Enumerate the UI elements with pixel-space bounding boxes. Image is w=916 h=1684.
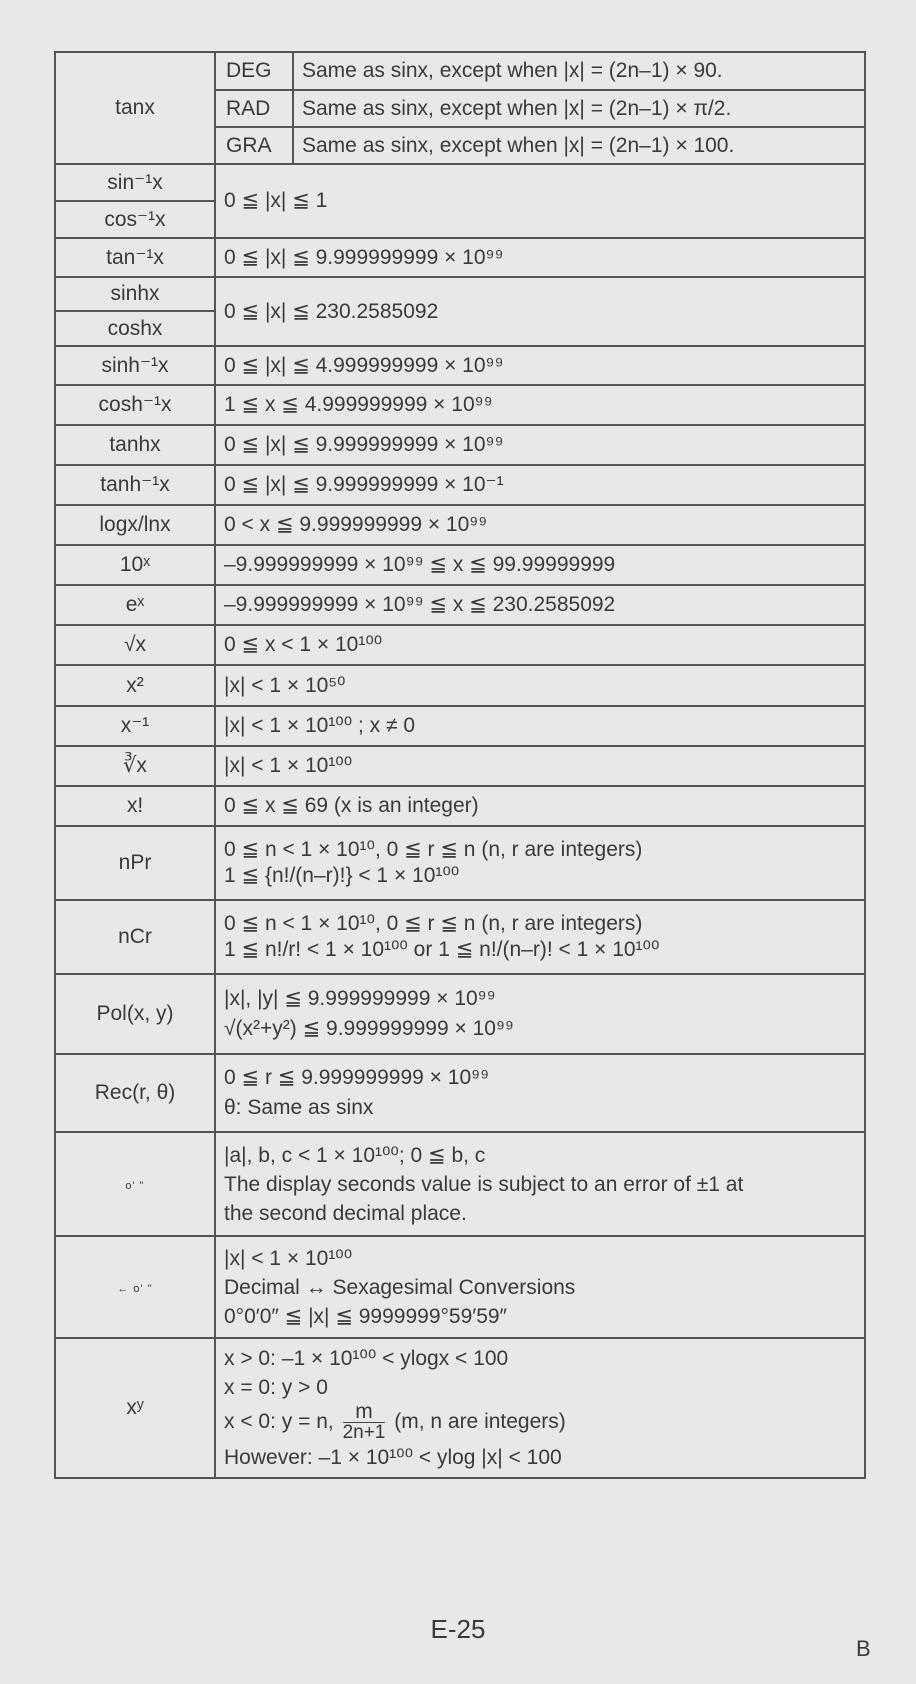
table-row: [55, 1132, 865, 1236]
table-row: [55, 625, 865, 665]
table-row: [55, 665, 865, 706]
fraction-numerator: m: [343, 1402, 386, 1423]
range-cell: [215, 1054, 865, 1132]
range-line: |a|, b, c < 1 × 10¹⁰⁰; 0 ≦ b, c: [224, 1143, 486, 1167]
function-name: x²: [55, 665, 215, 706]
function-name: Pol(x, y): [55, 974, 215, 1054]
table-row: [55, 238, 865, 277]
function-name: x⁻¹: [55, 706, 215, 746]
range-line: x = 0: y > 0: [224, 1376, 328, 1399]
angle-mode: DEG: [215, 52, 293, 90]
range-cell: [215, 1338, 865, 1478]
range-text: |x| < 1 × 10¹⁰⁰ ; x ≠ 0: [215, 706, 865, 746]
table-row: [55, 505, 865, 545]
range-cell: [215, 900, 865, 974]
function-name: tanhx: [55, 425, 215, 465]
function-name: tanx: [55, 52, 215, 164]
range-fragment: (m, n are integers): [394, 1410, 566, 1434]
table-row: [55, 1236, 865, 1338]
table-row: [55, 585, 865, 625]
range-text: 0 ≦ |x| ≦ 9.999999999 × 10⁹⁹: [215, 425, 865, 465]
section-letter: B: [856, 1636, 871, 1661]
function-name: √x: [55, 625, 215, 665]
table-row: [55, 346, 865, 385]
range-text: 0 ≦ |x| ≦ 230.2585092: [215, 277, 865, 346]
table-row: [55, 545, 865, 585]
range-text: 0 ≦ |x| ≦ 4.999999999 × 10⁹⁹: [215, 346, 865, 385]
function-name: tan⁻¹x: [55, 238, 215, 277]
function-name: 10ˣ: [55, 545, 215, 585]
function-name: sinhx: [55, 277, 215, 311]
range-text: 1 ≦ x ≦ 4.999999999 × 10⁹⁹: [215, 385, 865, 425]
range-line: |x|, |y| ≦ 9.999999999 × 10⁹⁹: [224, 987, 496, 1010]
function-name: eˣ: [55, 585, 215, 625]
function-range-table: [54, 51, 866, 1479]
range-line: 1 ≦ {n!/(n–r)!} < 1 × 10¹⁰⁰: [224, 864, 460, 887]
table-row: [55, 974, 865, 1054]
table-row: [55, 164, 865, 201]
function-name: sinh⁻¹x: [55, 346, 215, 385]
function-name: [55, 1236, 215, 1338]
range-cell: [215, 974, 865, 1054]
range-cell: [215, 826, 865, 900]
range-line: However: –1 × 10¹⁰⁰ < ylog |x| < 100: [224, 1446, 562, 1469]
page-number: E-25: [430, 1614, 486, 1644]
function-name: xʸ: [55, 1338, 215, 1478]
dms-symbol: o' ": [125, 1179, 145, 1192]
fraction-denominator: 2n+1: [342, 1422, 386, 1443]
range-line: Decimal ↔ Sexagesimal Conversions: [224, 1275, 576, 1299]
table-row: [55, 1338, 865, 1478]
table-row: [55, 277, 865, 311]
function-name: logx/lnx: [55, 505, 215, 545]
function-name: x!: [55, 786, 215, 826]
range-line: 0 ≦ r ≦ 9.999999999 × 10⁹⁹: [224, 1066, 490, 1089]
range-text: –9.999999999 × 10⁹⁹ ≦ x ≦ 99.99999999: [215, 545, 865, 585]
range-text: 0 ≦ |x| ≦ 9.999999999 × 10⁻¹: [215, 465, 865, 505]
range-line: 0°0′0″ ≦ |x| ≦ 9999999°59′59″: [224, 1304, 507, 1328]
function-name: ∛x: [55, 746, 215, 786]
range-line: the second decimal place.: [224, 1201, 467, 1225]
range-line: 0 ≦ n < 1 × 10¹⁰, 0 ≦ r ≦ n (n, r are integers): [224, 912, 643, 935]
function-name: [55, 1132, 215, 1236]
range-line: 1 ≦ n!/r! < 1 × 10¹⁰⁰ or 1 ≦ n!/(n–r)! < 1 × 10¹⁰⁰: [224, 938, 660, 961]
function-name: cosh⁻¹x: [55, 385, 215, 425]
range-text: 0 < x ≦ 9.999999999 × 10⁹⁹: [215, 505, 865, 545]
angle-mode: GRA: [215, 127, 293, 164]
range-text: |x| < 1 × 10¹⁰⁰: [215, 746, 865, 786]
range-cell: [215, 1132, 865, 1236]
range-text: –9.999999999 × 10⁹⁹ ≦ x ≦ 230.2585092: [215, 585, 865, 625]
table-row: [55, 425, 865, 465]
table-row: [55, 746, 865, 786]
range-text: 0 ≦ |x| ≦ 9.999999999 × 10⁹⁹: [215, 238, 865, 277]
range-line: The display seconds value is subject to an error of ±1 at: [224, 1172, 744, 1196]
range-text: Same as sinx, except when |x| = (2n–1) × π/2.: [293, 90, 865, 127]
range-line: 0 ≦ n < 1 × 10¹⁰, 0 ≦ r ≦ n (n, r are integers): [224, 838, 643, 861]
range-fragment: x < 0: y = n,: [224, 1410, 334, 1434]
function-name: Rec(r, θ): [55, 1054, 215, 1132]
table-row: [55, 900, 865, 974]
function-name: nCr: [55, 900, 215, 974]
table-row: [55, 465, 865, 505]
table-row: [55, 385, 865, 425]
table-row: [55, 706, 865, 746]
range-text: Same as sinx, except when |x| = (2n–1) × 90.: [293, 52, 865, 90]
function-name: coshx: [55, 311, 215, 346]
fraction: [343, 1402, 386, 1443]
table-row: [55, 786, 865, 826]
range-line: |x| < 1 × 10¹⁰⁰: [224, 1246, 353, 1270]
range-line: θ: Same as sinx: [224, 1096, 374, 1119]
table-row: [55, 826, 865, 900]
function-name: nPr: [55, 826, 215, 900]
range-text: |x| < 1 × 10⁵⁰: [215, 665, 865, 706]
function-name: sin⁻¹x: [55, 164, 215, 201]
table-row: [55, 52, 865, 90]
range-line: [224, 1402, 864, 1443]
dms-reverse-symbol: ← o' ": [117, 1282, 153, 1295]
function-name: cos⁻¹x: [55, 201, 215, 238]
range-line: √(x²+y²) ≦ 9.999999999 × 10⁹⁹: [224, 1017, 514, 1040]
table-row: [55, 1054, 865, 1132]
range-text: 0 ≦ x ≦ 69 (x is an integer): [215, 786, 865, 826]
function-name: tanh⁻¹x: [55, 465, 215, 505]
range-text: Same as sinx, except when |x| = (2n–1) × 100.: [293, 127, 865, 164]
range-text: 0 ≦ x < 1 × 10¹⁰⁰: [215, 625, 865, 665]
angle-mode: RAD: [215, 90, 293, 127]
range-line: x > 0: –1 × 10¹⁰⁰ < ylogx < 100: [224, 1347, 509, 1370]
range-text: 0 ≦ |x| ≦ 1: [215, 164, 865, 238]
range-cell: [215, 1236, 865, 1338]
